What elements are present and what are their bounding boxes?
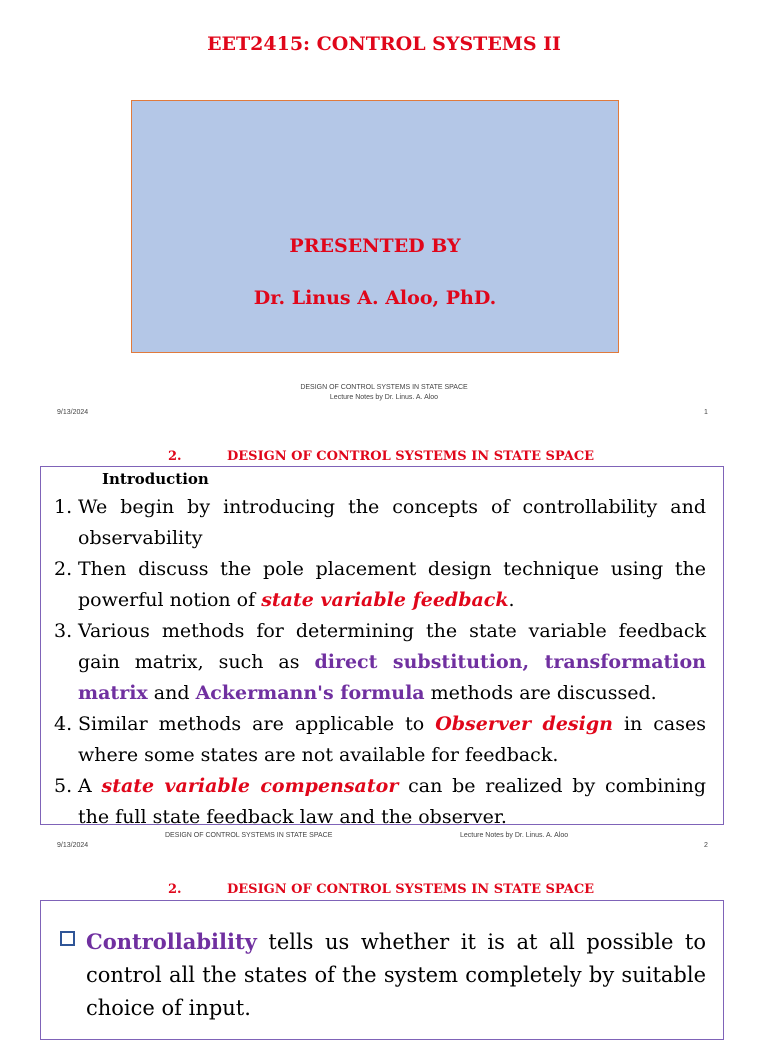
list-item-text: Various methods for determining the state variable feedback gain matrix, such as bbox=[78, 620, 706, 673]
controllability-text: tells us whether it is at all possible to control all the states of the system completely by suitable choice of input. bbox=[86, 930, 706, 1020]
list-item-text: Similar methods are applicable to bbox=[78, 713, 436, 735]
list-item-text: Then discuss the pole placement design technique using the powerful notion of bbox=[78, 558, 706, 611]
list-item-text: We begin by introducing the concepts of controllability and observability bbox=[78, 496, 706, 549]
list-item-text: and bbox=[147, 682, 196, 704]
slide1-title: EET2415: CONTROL SYSTEMS II bbox=[207, 33, 561, 55]
title-box bbox=[131, 100, 619, 353]
list-item bbox=[44, 709, 706, 771]
slide2-date: 9/13/2024 bbox=[57, 842, 89, 849]
list-item-number: 2. bbox=[54, 558, 73, 580]
slide2-section-number: 2. bbox=[168, 449, 182, 464]
slide2-footer-center: DESIGN OF CONTROL SYSTEMS IN STATE SPACE bbox=[165, 832, 333, 839]
presented-by-label: PRESENTED BY bbox=[289, 235, 461, 257]
list-item bbox=[44, 492, 706, 554]
list-item-number: 1. bbox=[54, 496, 73, 518]
highlight-term: state variable compensator bbox=[101, 775, 399, 797]
slide1-page-number: 1 bbox=[704, 409, 708, 416]
slide1-footer bbox=[0, 383, 768, 403]
slide1-footer-line1: DESIGN OF CONTROL SYSTEMS IN STATE SPACE bbox=[300, 384, 468, 391]
slide3-section-number: 2. bbox=[168, 882, 182, 897]
checkbox-bullet-icon bbox=[60, 925, 75, 958]
author-name: Dr. Linus A. Aloo, PhD. bbox=[253, 287, 497, 309]
list-item bbox=[44, 771, 706, 833]
list-item-number: 5. bbox=[54, 775, 73, 797]
slide2-footer-right: Lecture Notes by Dr. Linus. A. Aloo bbox=[460, 832, 569, 839]
list-item bbox=[44, 616, 706, 709]
introduction-heading: Introduction bbox=[102, 470, 209, 488]
controllability-paragraph bbox=[60, 925, 706, 1025]
highlight-term: direct substitution, transformation matrix bbox=[78, 651, 706, 704]
list-item-text: methods are discussed. bbox=[424, 682, 657, 704]
list-item-text: in cases where some states are not available for feedback. bbox=[78, 713, 707, 766]
slide3-section-title: DESIGN OF CONTROL SYSTEMS IN STATE SPACE bbox=[227, 882, 595, 897]
controllability-term: Controllability bbox=[86, 929, 257, 954]
highlight-term: Ackermann's formula bbox=[195, 682, 425, 704]
list-item-text: can be realized by combining the full state feedback law and the observer. bbox=[78, 775, 706, 828]
slide1-footer-line2: Lecture Notes by Dr. Linus. A. Aloo bbox=[329, 394, 439, 401]
highlight-term: Observer design bbox=[435, 713, 613, 735]
list-item-text: A bbox=[78, 775, 102, 797]
list-item-text: . bbox=[508, 589, 515, 611]
list-item-number: 3. bbox=[54, 620, 73, 642]
highlight-term: state variable feedback bbox=[261, 589, 509, 611]
list-item bbox=[44, 554, 706, 616]
slide1-date: 9/13/2024 bbox=[57, 409, 89, 416]
slide2-page-number: 2 bbox=[704, 842, 708, 849]
list-item-number: 4. bbox=[54, 713, 73, 735]
slide2-section-title: DESIGN OF CONTROL SYSTEMS IN STATE SPACE bbox=[227, 449, 595, 464]
introduction-list bbox=[44, 492, 706, 833]
